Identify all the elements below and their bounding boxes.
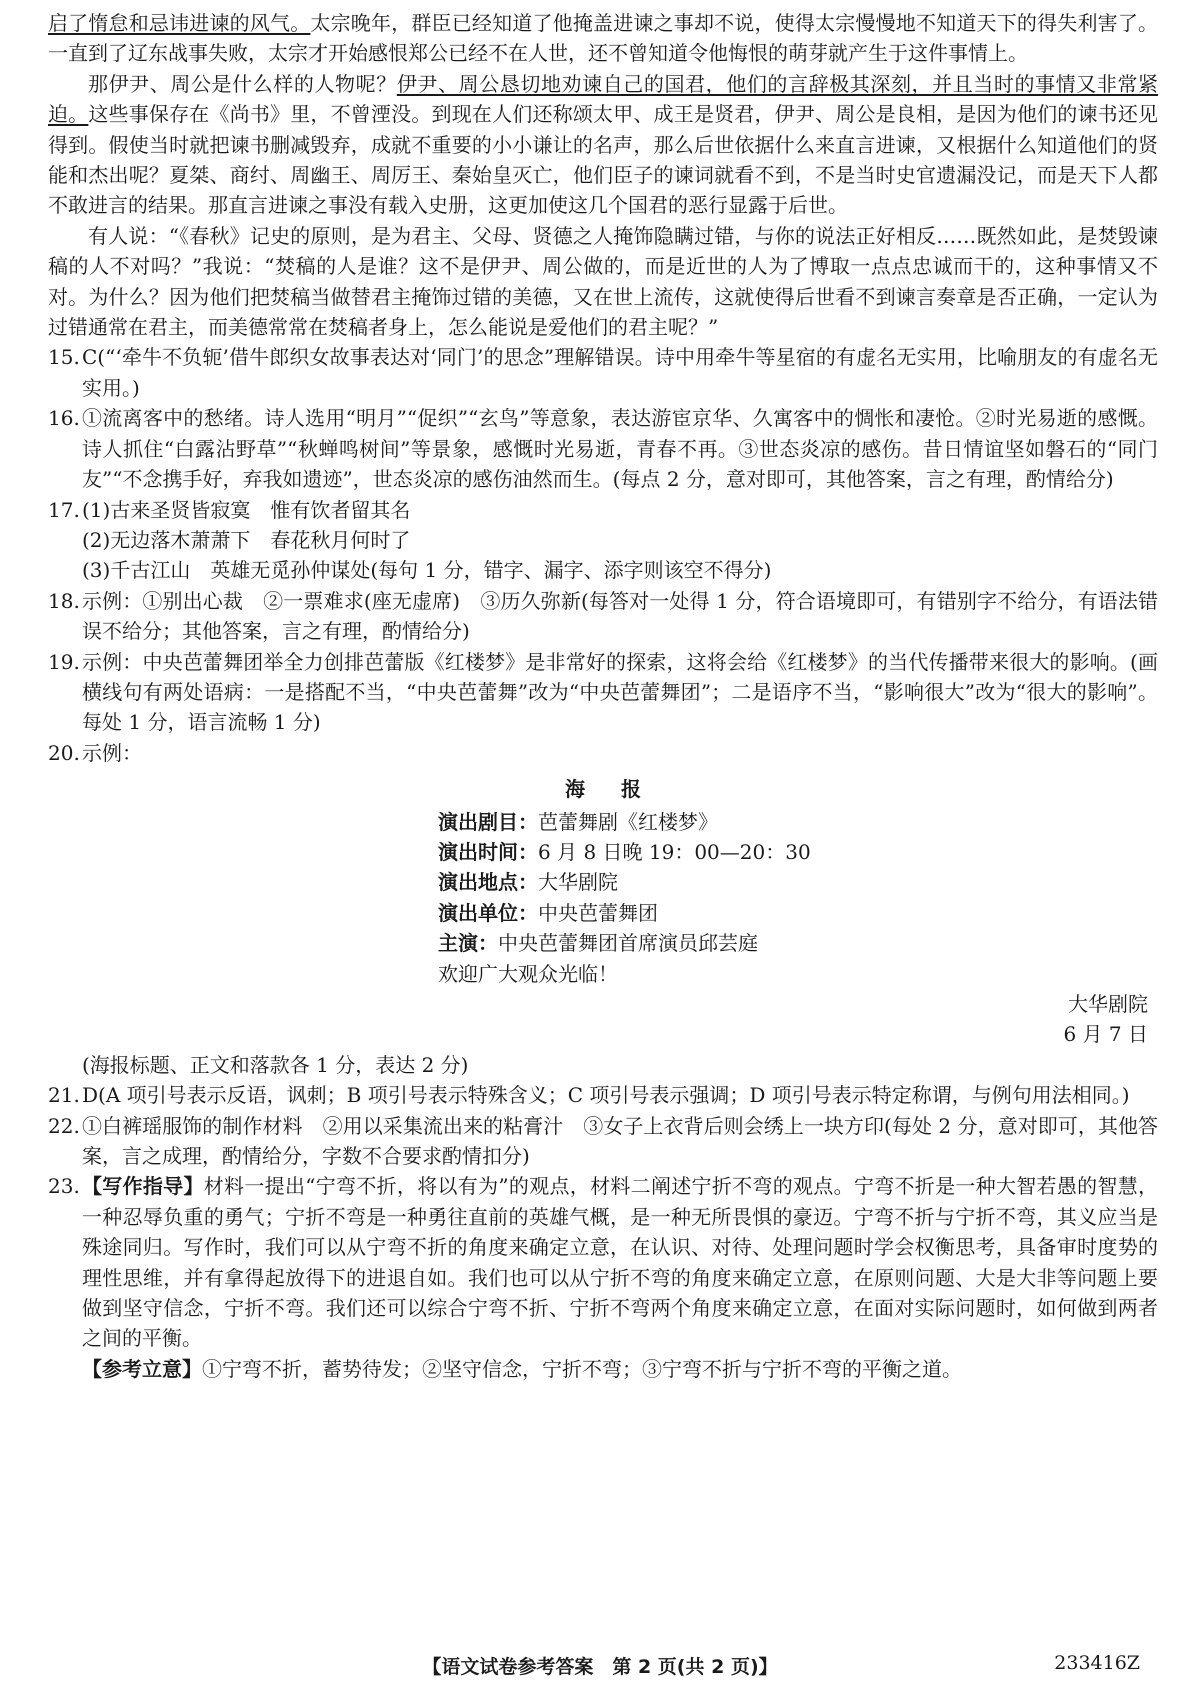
question-number: 21. (48, 1083, 80, 1108)
poster-sign-org: 大华剧院 (1068, 992, 1148, 1016)
answer-text: ①白裤瑶服饰的制作材料 ②用以采集流出来的粘膏汁 ③女子上衣背后则会绣上一块方印(每处 2 分，意对即可，其他答案，言之成理，酌情给分，字数不合要求酌情扣分) (82, 1113, 1158, 1169)
underlined-sentence: 伊尹、周公恳切地劝谏自己的国君，他们的言辞极其深刻，并且当时的事情又非常紧迫。 (48, 71, 1159, 127)
answer-text: 示例：中央芭蕾舞团举全力创排芭蕾版《红楼梦》是非常好的探索，这将会给《红楼梦》的当代传播带来很大的影响。(画横线句有两处语病：一是搭配不当，“中央芭蕾舞”改为“中央芭蕾舞团”；二是语序不当，“影响很大”改为“很大的影响”。每处 1 分，语言流畅 1 分) (82, 649, 1158, 735)
answer-23 (48, 1171, 1158, 1353)
answer-text: 示例： (82, 740, 142, 765)
question-number: 19. (48, 649, 80, 674)
answer-17-line-2: (2)无边落木萧萧下 春花秋月何时了 (82, 527, 411, 552)
poster-company: 演出单位：中央芭蕾舞团 (438, 900, 658, 925)
answer-19 (48, 647, 1158, 738)
answer-20-score: (海报标题、正文和落款各 1 分，表达 2 分) (82, 1052, 469, 1077)
answer-16 (48, 403, 1158, 494)
poster-sign-date: 6 月 7 日 (1063, 1022, 1148, 1047)
answer-text: D(A 项引号表示反语，讽刺；B 项引号表示特殊含义；C 项引号表示强调；D 项引号表示特定称谓，与例句用法相同。) (82, 1083, 1130, 1108)
poster-example (48, 774, 1158, 1050)
poster-time: 演出时间：6 月 8 日晚 19：00—20：30 (438, 839, 811, 864)
poster-lead: 主演：中央芭蕾舞团首席演员邱芸庭 (438, 931, 758, 956)
reference-ideas-tag: 【参考立意】 (82, 1356, 202, 1381)
page-footer (0, 1652, 1200, 1682)
answer-text: ①流离客中的愁绪。诗人选用“明月”“促织”“玄鸟”等意象，表达游宦京华、久寓客中的惆怅和凄怆。②时光易逝的感慨。诗人抓住“白露沾野草”“秋蝉鸣树间”等景象，感慨时光易逝，青春不再。③世态炎凉的感伤。昔日情谊坚如磐石的“同门友”“不念携手好，弃我如遗迹”，世态炎凉的感伤油然而生。(每点 2 分，意对即可，其他答案，言之有理，酌情给分) (82, 406, 1158, 492)
footer-code: 233416Z (1054, 1652, 1140, 1674)
writing-guide-tag: 【写作指导】 (82, 1174, 204, 1199)
answer-17-line-3: (3)千古江山 英雄无觅孙仲谋处(每句 1 分，错字、漏字、添字则该空不得分) (82, 558, 772, 583)
poster-welcome: 欢迎广大观众光临！ (438, 961, 618, 986)
answer-20 (48, 738, 1158, 768)
translation-paragraph-3: 有人说：“《春秋》记史的原则，是为君主、父母、贤德之人掩饰隐瞒过错，与你的说法正好相反……既然如此，是焚毁谏稿的人不对吗？”我说：“焚稿的人是谁？这不是伊尹、周公做的，而是近世的人为了博取一点点忠诚而干的，这种事情又不对。为什么？因为他们把焚稿当做替君主掩饰过错的美德，又在世上流传，这就使得后世看不到谏言奏章是否正确，一定认为过错通常在君主，而美德常常在焚稿者身上，怎么能说是爱他们的君主呢？” (48, 223, 1158, 340)
question-number: 20. (48, 740, 80, 765)
question-number: 22. (48, 1113, 80, 1138)
answer-page (48, 8, 1158, 1384)
answer-text: 【写作指导】材料一提出“宁弯不折，将以有为”的观点，材料二阐述宁折不弯的观点。宁弯不折是一种大智若愚的智慧，一种忍辱负重的勇气；宁折不弯是一种勇往直前的英雄气概，是一种无所畏惧的豪迈。宁弯不折与宁折不弯，其义应当是殊途同归。写作时，我们可以从宁弯不折的角度来确定立意，在认识、对待、处理问题时学会权衡思考，具备审时度势的理性思维，并有拿得起放得下的进退自如。我们也可以从宁折不弯的角度来确定立意，在原则问题、大是大非等问题上要做到坚守信念，宁折不弯。我们还可以综合宁弯不折、宁折不弯两个角度来确定立意，在面对实际问题时，如何做到两者之间的平衡。 (82, 1174, 1159, 1351)
question-number: 15. (48, 345, 80, 370)
question-number: 23. (48, 1174, 80, 1199)
answer-text: C(“‘牵牛不负轭’借牛郎织女故事表达对‘同门’的思念”理解错误。诗中用牵牛等星宿的有虚名无实用，比喻朋友的有虚名无实用。) (82, 345, 1158, 400)
answer-18 (48, 586, 1158, 647)
answer-17 (48, 495, 1158, 525)
answer-22 (48, 1111, 1158, 1172)
answer-21 (48, 1080, 1158, 1110)
answer-15 (48, 342, 1158, 403)
footer-page-label: 【语文试卷参考答案 第 2 页(共 2 页)】 (422, 1656, 778, 1678)
question-number: 18. (48, 588, 80, 613)
question-number: 16. (48, 406, 80, 431)
translation-paragraph-2: 那伊尹、周公是什么样的人物呢？伊尹、周公恳切地劝谏自己的国君，他们的言辞极其深刻，并且当时的事情又非常紧迫。这些事保存在《尚书》里，不曾湮没。到现在人们还称颂太甲、成王是贤君，伊尹、周公是良相，是因为他们的谏书还见得到。假使当时就把谏书删减毁弃，成就不重要的小小谦让的名声，那么后世依据什么来直言进谏，又根据什么知道他们的贤能和杰出呢？夏桀、商纣、周幽王、周厉王、秦始皇灭亡，他们臣子的谏词就看不到，不是当时史官遗漏没记，而是天下人都不敢进言的结果。那直言进谏之事没有载入史册，这更加使这几个国君的恶行显露于后世。 (48, 71, 1159, 218)
answer-text: (1)古来圣贤皆寂寞 惟有饮者留其名 (82, 497, 411, 522)
underlined-sentence: 启了惰怠和忌讳进谏的风气。 (48, 11, 311, 35)
reference-ideas: 【参考立意】①宁弯不折，蓄势待发；②坚守信念，宁折不弯；③宁弯不折与宁折不弯的平衡之道。 (82, 1356, 962, 1381)
poster-venue: 演出地点：大华剧院 (438, 870, 618, 895)
poster-program: 演出剧目：芭蕾舞剧《红楼梦》 (438, 809, 718, 834)
answer-text: 示例：①别出心裁 ②一票难求(座无虚席) ③历久弥新(每答对一处得 1 分，符合语境即可，有错别字不给分，有语法错误不给分；其他答案，言之有理，酌情给分) (82, 588, 1158, 644)
question-number: 17. (48, 497, 80, 522)
poster-title: 海报 (565, 777, 677, 802)
translation-paragraph-1: 启了惰怠和忌讳进谏的风气。太宗晚年，群臣已经知道了他掩盖进谏之事却不说，使得太宗慢慢地不知道天下的得失利害了。一直到了辽东战事失败，太宗才开始感恨郑公已经不在人世，还不曾知道令他悔恨的萌芽就产生于这件事情上。 (48, 11, 1159, 66)
